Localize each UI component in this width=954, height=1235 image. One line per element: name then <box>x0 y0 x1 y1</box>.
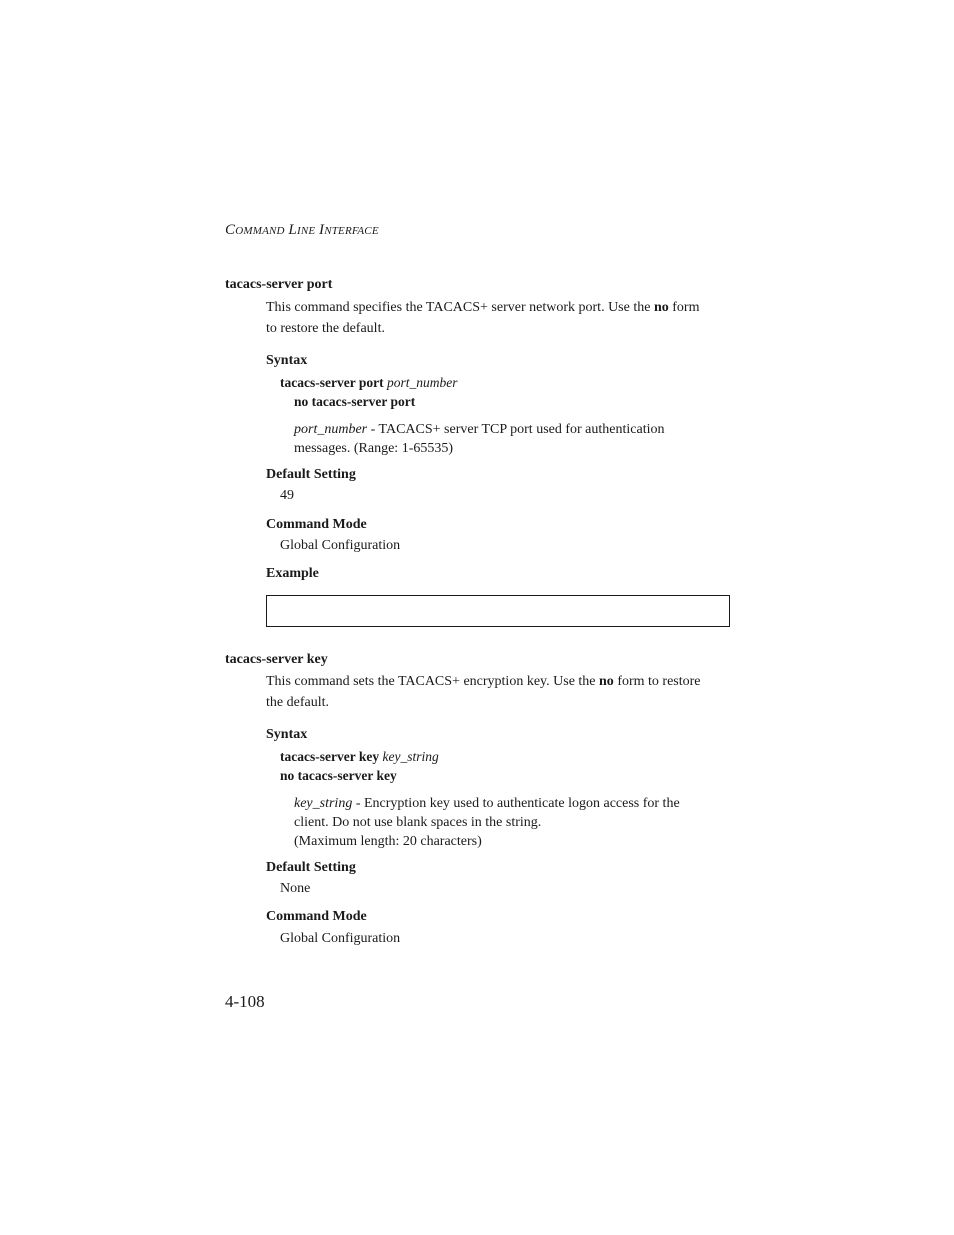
mode-heading-key: Command Mode <box>266 909 367 924</box>
command-intro-port: This command specifies the TACACS+ server network port. Use the no form to restore the default. <box>266 300 700 336</box>
command-intro-key: This command sets the TACACS+ encryption key. Use the no form to restore the default. <box>266 674 701 710</box>
default-heading-port: Default Setting <box>266 467 356 482</box>
syntax-heading-key: Syntax <box>266 727 308 742</box>
default-value-key: None <box>280 881 311 896</box>
default-heading-key: Default Setting <box>266 860 356 875</box>
page-number: 4-108 <box>225 992 265 1011</box>
syntax-no-port: no tacacs-server port <box>294 394 416 409</box>
mode-value-port: Global Configuration <box>280 538 401 553</box>
example-heading-port: Example <box>266 566 319 581</box>
syntax-heading-port: Syntax <box>266 353 308 368</box>
default-value-port: 49 <box>280 488 294 503</box>
syntax-line-port: tacacs-server port port_number <box>280 375 458 390</box>
syntax-line-key: tacacs-server key key_string <box>280 749 439 764</box>
mode-value-key: Global Configuration <box>280 931 401 946</box>
example-box <box>266 595 730 627</box>
param-description-port: port_number - TACACS+ server TCP port used for authentication messages. (Range: 1-65535) <box>294 422 665 456</box>
command-title-key: tacacs-server key <box>225 652 328 667</box>
syntax-no-key: no tacacs-server key <box>280 768 397 783</box>
command-title-port: tacacs-server port <box>225 277 333 292</box>
running-header: COMMAND LINE INTERFACE <box>225 222 379 238</box>
mode-heading-port: Command Mode <box>266 517 367 532</box>
param-description-key: key_string - Encryption key used to authenticate logon access for the client. Do not use blank spaces in the string. (Maximum length: 20 characters) <box>294 796 680 849</box>
